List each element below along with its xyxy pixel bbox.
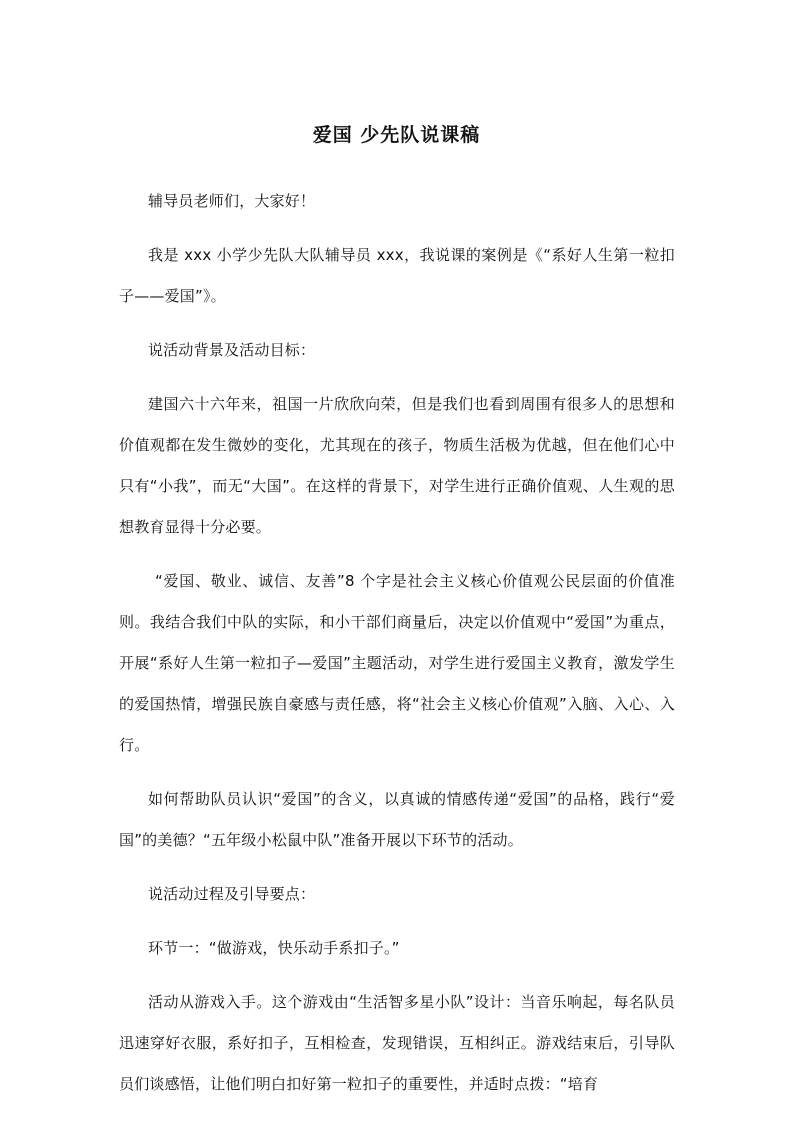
paragraph-greeting: 辅导员老师们，大家好！ <box>148 192 316 210</box>
paragraph-introduction: 我是 xxx 小学少先队大队辅导员 xxx，我说课的案例是《“系好人生第一粒扣子——爱国”》。 <box>119 246 675 305</box>
paragraph-question: 如何帮助队员认识“爱国”的含义，以真诚的情感传递“爱国”的品格，践行“爱国”的美德？“五年级小松鼠中队”准备开展以下环节的活动。 <box>119 790 675 849</box>
paragraph-background: 建国六十六年来，祖国一片欣欣向荣，但是我们也看到周围有很多人的思想和价值观都在发生微妙的变化，尤其现在的孩子，物质生活极为优越，但在他们心中只有“小我”，而无“大国”。在这样的背景下，对学生进行正确价值观、人生观的思想教育显得十分必要。 <box>119 395 675 536</box>
document-body <box>119 181 675 1118</box>
paragraph-step-one: 环节一：“做游戏，快乐动手系扣子。” <box>148 939 400 957</box>
paragraph-game-description: 活动从游戏入手。这个游戏由“生活智多星小队”设计：当音乐响起，每名队员迅速穿好衣服，系好扣子，互相检查，发现错误，互相纠正。游戏结束后，引导队员们谈感悟，让他们明白扣好第一粒扣子的重要性，并适时点拨：“培育 <box>119 993 675 1093</box>
document-title: 爱国 少先队说课稿 <box>312 124 481 146</box>
section-heading-background: 说活动背景及活动目标： <box>148 341 316 359</box>
section-heading-process: 说活动过程及引导要点： <box>148 885 316 903</box>
paragraph-core-values: “爱国、敬业、诚信、友善”8 个字是社会主义核心价值观公民层面的价值准则。我结合我们中队的实际，和小干部们商量后，决定以价值观中“爱国”为重点，开展“系好人生第一粒扣子—爱国”主题活动，对学生进行爱国主义教育，激发学生的爱国热情，增强民族自豪感与责任感，将“社会主义核心价值观”入脑、入心、入行。 <box>119 572 675 754</box>
